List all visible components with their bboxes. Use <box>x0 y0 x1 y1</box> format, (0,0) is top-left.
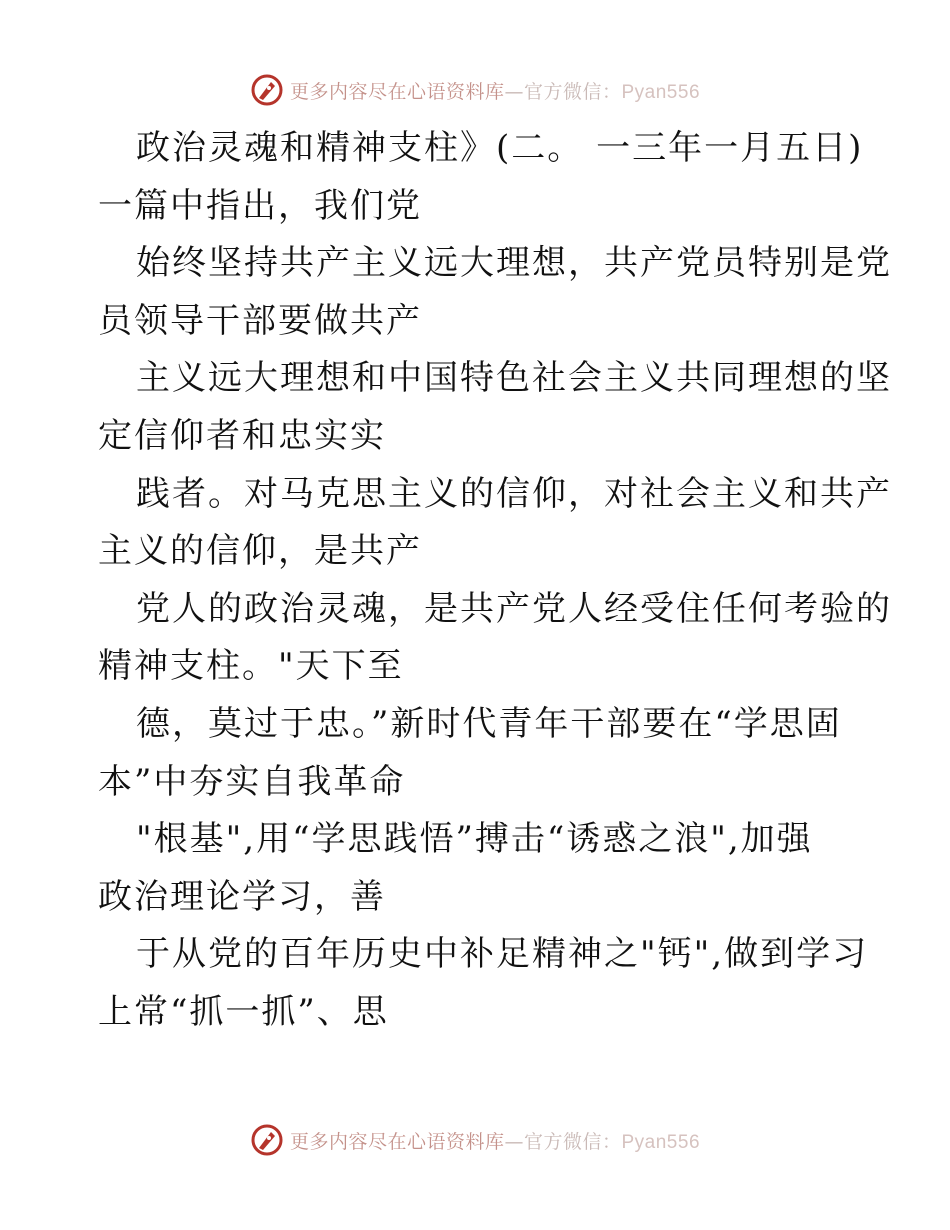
text-line: 始终坚持共产主义远大理想，共产党员特别是党 <box>136 243 892 284</box>
watermark-wechat-id: Pyan556 <box>621 81 701 103</box>
text-line: 党人的政治灵魂，是共产党人经受住任何考验的 <box>136 588 892 629</box>
watermark-text <box>290 77 700 104</box>
watermark-text <box>290 1127 700 1154</box>
text-line: 员领导干部要做共产 <box>98 300 422 341</box>
watermark-separator: — <box>504 1130 524 1153</box>
text-line: 于从党的百年历史中补足精神之"钙",做到学习 <box>136 934 869 975</box>
text-line: 定信仰者和忠实实 <box>98 415 386 456</box>
text-line: 精神支柱。"天下至 <box>98 646 404 687</box>
text-line: 践者。对马克思主义的信仰，对社会主义和共产 <box>136 473 892 514</box>
text-line: 德，莫过于忠。”新时代青年干部要在“学思固 <box>136 703 842 744</box>
text-line: 上常“抓一抓”、思 <box>98 991 389 1032</box>
watermark-wechat-id: Pyan556 <box>621 1131 701 1153</box>
document-body <box>98 120 892 1042</box>
text-line: 一篇中指出，我们党 <box>98 185 422 226</box>
header-watermark <box>0 70 950 110</box>
watermark-separator: — <box>504 80 524 103</box>
watermark-brand: 更多内容尽在心语资料库 <box>289 80 505 103</box>
text-line: 政治理论学习，善 <box>98 876 386 917</box>
watermark-wechat-label: 官方微信： <box>523 80 622 103</box>
footer-watermark <box>0 1120 950 1160</box>
text-line: 主义远大理想和中国特色社会主义共同理想的坚 <box>136 358 892 399</box>
document-text <box>98 120 892 1042</box>
pen-nib-logo-icon <box>250 1123 284 1157</box>
watermark-brand: 更多内容尽在心语资料库 <box>289 1130 505 1153</box>
text-line: "根基",用“学思践悟”搏击“诱惑之浪",加强 <box>136 819 813 860</box>
watermark-wechat-label: 官方微信： <box>523 1130 622 1153</box>
text-line: 本”中夯实自我革命 <box>98 761 406 802</box>
text-line: 政治灵魂和精神支柱》(二。 一三年一月五日) <box>136 128 864 168</box>
text-line: 主义的信仰，是共产 <box>98 531 422 572</box>
pen-nib-logo-icon <box>250 73 284 107</box>
